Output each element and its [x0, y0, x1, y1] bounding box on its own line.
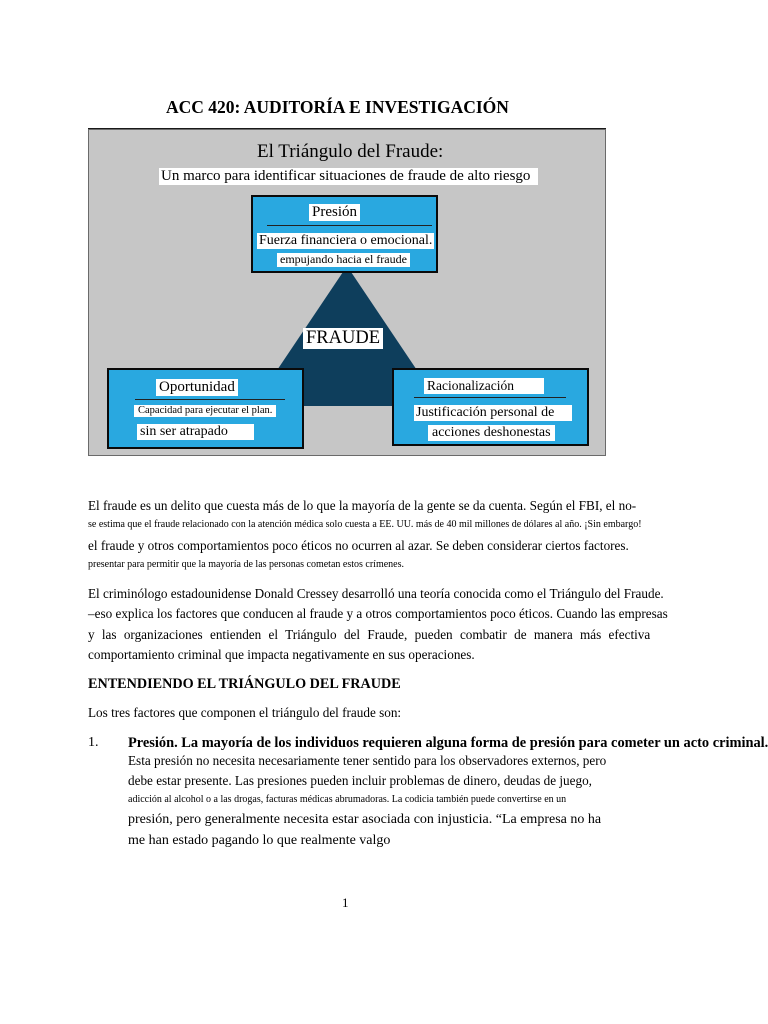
paragraph-1-line-2: se estima que el fraude relacionado con la atención médica solo cuesta a EE. UU. más de 40 mil millones de dólares al año. ¡Sin embargo! — [88, 519, 642, 530]
presion-box — [251, 195, 438, 273]
racionalizacion-divider — [414, 397, 566, 398]
document-title: ACC 420: AUDITORÍA E INVESTIGACIÓN — [166, 97, 509, 117]
list-item-line-4: presión, pero generalmente necesita estar asociada con injusticia. “La empresa no ha — [128, 812, 602, 827]
list-item-line-5: me han estado pagando lo que realmente valgo — [128, 833, 391, 848]
paragraph-1-line-4: presentar para permitir que la mayoría de las personas cometan estos crímenes. — [88, 559, 404, 570]
paragraph-1-line-3: el fraude y otros comportamientos poco éticos no ocurren al azar. Se deben considerar ciertos factores. — [88, 538, 629, 553]
intro-text: Los tres factores que componen el triángulo del fraude son: — [88, 705, 402, 720]
paragraph-2-line-4: comportamiento criminal que impacta negativamente en sus operaciones. — [88, 647, 475, 662]
presion-divider — [267, 225, 432, 226]
oportunidad-divider — [135, 399, 285, 400]
figure-subtitle: Un marco para identificar situaciones de fraude de alto riesgo — [159, 168, 538, 185]
racionalizacion-line2: acciones deshonestas — [428, 425, 555, 441]
paragraph-2-line-3: y las organizaciones entienden el Triángulo del Fraude, pueden combatir de manera más efectiva — [88, 627, 651, 642]
paragraph-1-line-1: El fraude es un delito que cuesta más de lo que la mayoría de la gente se da cuenta. Según el FBI, el no- — [88, 498, 637, 513]
section-heading: ENTENDIENDO EL TRIÁNGULO DEL FRAUDE — [88, 676, 401, 692]
list-item-line-2: debe estar presente. Las presiones pueden incluir problemas de dinero, deudas de juego, — [128, 773, 592, 788]
racionalizacion-heading: Racionalización — [424, 378, 544, 394]
fraud-triangle-figure — [88, 129, 606, 456]
figure-title: El Triángulo del Fraude: — [257, 141, 444, 162]
oportunidad-heading: Oportunidad — [156, 379, 238, 396]
presion-line1: Fuerza financiera o emocional. — [259, 233, 433, 248]
racionalizacion-line1: Justificación personal de — [414, 405, 572, 421]
paragraph-2-line-2: –eso explica los factores que conducen al fraude y a otros comportamientos poco éticos. Cuando las empresas — [88, 606, 668, 621]
oportunidad-line1: Capacidad para ejecutar el plan. — [134, 405, 276, 417]
page-number: 1 — [342, 895, 349, 910]
list-item-line-1: Esta presión no necesita necesariamente tener sentido para los observadores externos, pero — [128, 753, 607, 768]
list-number: 1. — [88, 735, 99, 750]
fraude-center-label: FRAUDE — [303, 328, 383, 349]
oportunidad-box — [107, 368, 304, 449]
presion-line2: empujando hacia el fraude — [277, 253, 410, 267]
list-item-heading: Presión. La mayoría de los individuos requieren alguna forma de presión para cometer un acto criminal. — [128, 735, 768, 751]
presion-heading: Presión — [309, 204, 360, 221]
oportunidad-line2: sin ser atrapado — [137, 424, 254, 440]
list-item-line-3: adicción al alcohol o a las drogas, facturas médicas abrumadoras. La codicia también puede convertirse en un — [128, 794, 567, 805]
paragraph-2-line-1: El criminólogo estadounidense Donald Cressey desarrolló una teoría conocida como el Triángulo del Fraude. — [88, 586, 664, 601]
racionalizacion-box — [392, 368, 589, 446]
